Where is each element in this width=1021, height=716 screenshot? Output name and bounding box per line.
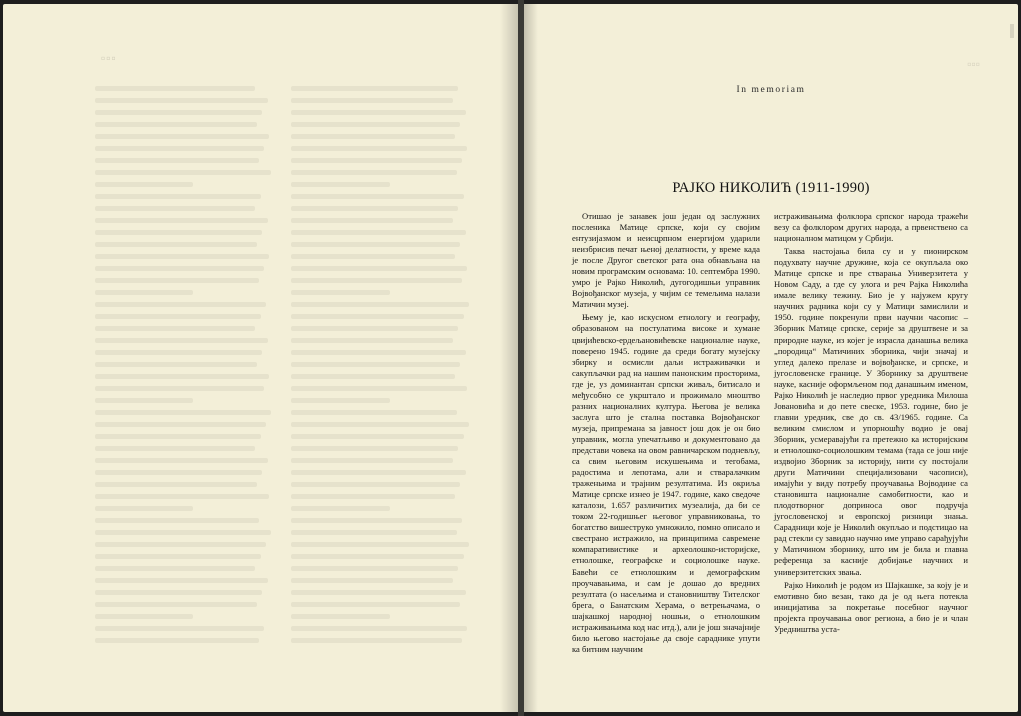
- bleed-through-line: [291, 290, 390, 295]
- bleed-through-line: [291, 614, 390, 619]
- paragraph: Таква настојања била су и у пионирском подухвату научне дружине, која се окупљала око Матице српске и пре стварања Универзитета у Новом Саду, а где су улога и реч Рајка Николића имале велику тежину. Био је у најужем кругу научних радника који су у Матици замислили и 1950. године покренули први научни часопис – Зборник Матице српске, серије за друштвене и за природне науке, из којег је израсла данашња велика „породица“ Матичиних зборника, чији значај и углед далеко прелазе и војвођанске, и српске, и југословенске границе. У Зборнику за друштвене науке, касније оформљеном под данашњим именом, Рајко Николић је наследио првог уредника Милоша Јовановића и до пете свеске, 1953. године, био је главни уредник, све до св. 43/1965. године. Са великим смислом и упорношћу водио је овај Зборник, усмеравајући га претежно ка историјским и етнолошко-социолошким темама (тада се још није издвојио Зборник за историју, нити су постојали други Матичини специјализовани часописи), имајући у виду потребу проучавања Војводине са становишта националне самобитности, као и плодотворног доприноса овог подручја југословенској и европској ризници знања. Сарадници које је Николић окупљао и подстицао на рад стекли су завидно научно име управо сарађујући у Матичином зборнику, што им је била и главна референца за касније добијање научних и универзитетских звања.: [774, 246, 968, 577]
- bleed-through-line: [291, 98, 453, 103]
- bleed-through-line: [95, 494, 269, 499]
- bleed-through-line: [291, 554, 464, 559]
- bleed-through-line: [291, 602, 460, 607]
- bleed-through-line: [95, 626, 264, 631]
- bleed-through-line: [291, 218, 453, 223]
- running-head: In memoriam: [736, 85, 806, 95]
- bleed-through-line: [291, 506, 390, 511]
- article-title: РАЈКО НИКОЛИЋ (1911-1990): [672, 180, 870, 196]
- bleed-through-line: [291, 422, 469, 427]
- page-edge-mark: [1010, 24, 1014, 38]
- bleed-through-line: [95, 578, 268, 583]
- bleed-through-line: [95, 614, 193, 619]
- bleed-through-line: [95, 554, 261, 559]
- bleed-through-line: [95, 158, 259, 163]
- bleed-through-line: [95, 434, 261, 439]
- bleed-through-line: [291, 482, 460, 487]
- right-gutter-shadow: [524, 4, 538, 712]
- bleed-through-line: [291, 182, 390, 187]
- left-page: [3, 4, 518, 712]
- bleed-through-line: [291, 230, 466, 235]
- bleed-through-line: [95, 182, 193, 187]
- bleed-through-line: [291, 170, 457, 175]
- bleed-through-line: [291, 242, 460, 247]
- bleed-through-line: [291, 302, 469, 307]
- bleed-through-line: [291, 566, 458, 571]
- paragraph: Отишао је занавек још један од заслужних посленика Матице српске, који су својим ентузијазмом и неисцрпном енергијом ударили неизбрисив печат њеној делатности, у време када је после Другог светског рата она обнављана на новим програмским основама: 10. септембра 1990. умро је Рајко Николић, дугогодишњи управник Војвођанског музеја, у чијим се темељима налази Матичин музеј.: [572, 211, 760, 310]
- left-gutter-shadow: [500, 4, 518, 712]
- bleed-through-line: [291, 458, 453, 463]
- bleed-through-line: [95, 446, 255, 451]
- bleed-through-line: [95, 386, 264, 391]
- bleed-through-line: [95, 590, 262, 595]
- bleed-through-line: [291, 134, 455, 139]
- bleed-through-line: [291, 530, 457, 535]
- bleed-through-line: [95, 98, 268, 103]
- bleed-through-line: [291, 374, 455, 379]
- paragraph: Рајко Николић је родом из Шајкашке, за коју је и емотивно био везан, тако да је од њега потекла иницијатива за покретање посебног научног пројекта проучавања овог региона, а био је и члан Уредништва уста-: [774, 579, 968, 634]
- bleed-through-line: [95, 110, 262, 115]
- bleed-through-line: [291, 470, 466, 475]
- bleed-through-line: [291, 410, 457, 415]
- bleed-through-line: [291, 278, 462, 283]
- bleed-through-line: [95, 314, 261, 319]
- bleed-through-line: [291, 122, 460, 127]
- bleed-through-line: [291, 86, 458, 91]
- bleed-through-line: [291, 266, 467, 271]
- bleed-through-line: [291, 158, 462, 163]
- bleed-through-line: [95, 638, 259, 643]
- bleed-through-line: [291, 314, 464, 319]
- bleed-through-line: [95, 290, 193, 295]
- bleed-through-line: [291, 146, 467, 151]
- bleed-through-line: [291, 638, 462, 643]
- paragraph: Њему је, као искусном етнологу и географу, образованом на постулатима високе и хумане цвијићевско-ердељановићевске националне науке, поверено 1945. године да среди богату музејску збирку и осмисли даљи истраживачки и сакупљачки рад на нашим панонским просторима, где је, уз доминантан српски живаљ, битисало и међусобно се укрштало и прожимало мноштво разних националних култура. Његова је велика заслуга што је стална поставка Војвођанског музеја, припремана за јавност још док је он био управник, могла упечатљиво и документовано да представи човека на овом равничарском подневљу, са свим његовим искушењима и тегобама, радостима и лепотама, али и стваралачким траженьима и трајним резултатима. Из окриља Матице српске изнео је 1947. године, како сведоче каталози, 1.657 различитих музеалија, да би се током 22-годишњег његовог управниковања, то богатство вишеструко умножило, помно описало и свестрано истражило, на принципима савремене компаративистике и археолошко-историјске, етнолошке, географске и социолошке науке. Бавећи се етнолошким и демографским проучавањима, и сам је дошао до вредних резултата (о насељима и становништву Тителског брега, о Банатским Херама, о ветрењачама, о шајкашкој народној ношњи, о етнолошким истраживањима код нас итд.), али је још значајније било његово настојање да своје сараднике упути ка битним научним: [572, 312, 760, 654]
- text-column-1: [572, 211, 760, 655]
- bleed-through-line: [291, 206, 458, 211]
- bleed-through-line: [95, 254, 269, 259]
- bleed-through-line: [95, 302, 266, 307]
- bleed-through-line: [95, 566, 255, 571]
- bleed-through-line: [95, 230, 262, 235]
- bleed-through-line: [291, 326, 458, 331]
- paragraph: истраживањима фолклора српског народа тражећи везу са фолклором других народа, а првенствено са националном матицом у Србији.: [774, 211, 968, 244]
- bleed-through-line: [95, 338, 268, 343]
- bleed-through-line: [95, 134, 269, 139]
- bleed-through-line: [95, 530, 271, 535]
- bleed-through-column-2: [291, 86, 471, 650]
- bleed-through-line: [95, 482, 257, 487]
- bleed-through-line: [95, 146, 264, 151]
- bleed-through-line: [291, 542, 469, 547]
- bleed-through-column-1: [95, 86, 273, 650]
- bleed-through-page-number: ▫▫▫: [967, 57, 980, 71]
- right-page: [524, 4, 1018, 712]
- bleed-through-line: [95, 374, 269, 379]
- bleed-through-line: [291, 362, 460, 367]
- bleed-through-line: [291, 518, 462, 523]
- bleed-through-page-number: ▫▫▫: [101, 51, 117, 65]
- bleed-through-line: [291, 110, 466, 115]
- bleed-through-line: [291, 194, 464, 199]
- bleed-through-line: [291, 626, 467, 631]
- bleed-through-line: [291, 338, 453, 343]
- bleed-through-line: [95, 422, 266, 427]
- bleed-through-line: [95, 170, 271, 175]
- bleed-through-line: [95, 602, 257, 607]
- bleed-through-line: [291, 446, 458, 451]
- bleed-through-line: [95, 458, 268, 463]
- bleed-through-line: [95, 218, 268, 223]
- bleed-through-line: [291, 494, 455, 499]
- bleed-through-line: [291, 398, 390, 403]
- bleed-through-line: [291, 434, 464, 439]
- bleed-through-line: [291, 254, 455, 259]
- bleed-through-line: [95, 122, 257, 127]
- bleed-through-line: [291, 386, 467, 391]
- bleed-through-line: [291, 350, 466, 355]
- bleed-through-line: [95, 506, 193, 511]
- bleed-through-line: [95, 398, 193, 403]
- bleed-through-line: [95, 242, 257, 247]
- bleed-through-line: [95, 266, 264, 271]
- bleed-through-line: [95, 362, 257, 367]
- bleed-through-line: [95, 350, 262, 355]
- bleed-through-line: [95, 278, 259, 283]
- bleed-through-line: [291, 578, 453, 583]
- bleed-through-line: [95, 194, 261, 199]
- bleed-through-line: [95, 86, 255, 91]
- bleed-through-line: [95, 470, 262, 475]
- text-column-2: [774, 211, 968, 635]
- bleed-through-line: [95, 542, 266, 547]
- bleed-through-line: [95, 410, 271, 415]
- bleed-through-line: [291, 590, 466, 595]
- bleed-through-line: [95, 518, 259, 523]
- bleed-through-line: [95, 206, 255, 211]
- bleed-through-line: [95, 326, 255, 331]
